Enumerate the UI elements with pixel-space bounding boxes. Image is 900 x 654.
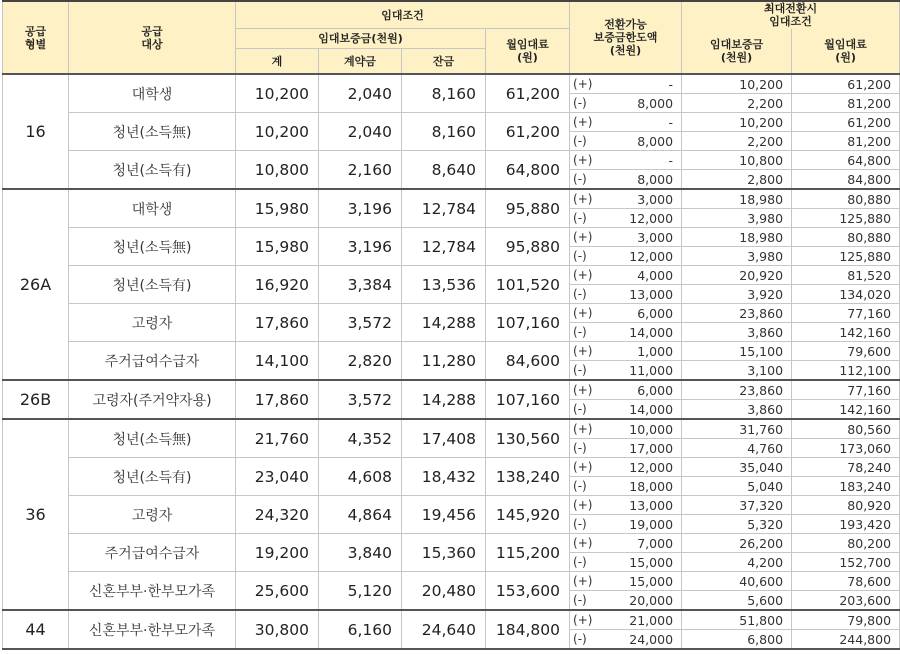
contract-fee-cell: 3,840 [319, 534, 402, 572]
max-deposit-plus: 40,600 [682, 572, 792, 591]
max-deposit-plus: 23,860 [682, 304, 792, 323]
balance-cell: 18,432 [402, 458, 486, 496]
table-row [3, 380, 900, 400]
max-deposit-plus: 10,200 [682, 113, 792, 132]
table-row [3, 304, 900, 323]
conversion-sign-plus: (+) [570, 572, 606, 591]
balance-cell: 12,784 [402, 228, 486, 266]
conversion-sign-plus: (+) [570, 496, 606, 515]
max-deposit-plus: 20,920 [682, 266, 792, 285]
max-rent-minus: 125,880 [792, 209, 900, 228]
max-rent-plus: 77,160 [792, 380, 900, 400]
max-rent-plus: 80,920 [792, 496, 900, 515]
max-deposit-plus: 10,200 [682, 74, 792, 94]
header-max-conversion-text: 최대전환시 임대조건 [763, 2, 818, 29]
conversion-limit-plus: 1,000 [606, 342, 682, 361]
conversion-sign-minus: (-) [570, 285, 606, 304]
table-row [3, 113, 900, 132]
supply-target-cell: 청년(소득有) [69, 458, 236, 496]
max-deposit-minus: 3,100 [682, 361, 792, 381]
max-deposit-plus: 35,040 [682, 458, 792, 477]
header-supply-target [69, 1, 236, 74]
deposit-total-cell: 10,800 [236, 151, 319, 190]
conversion-limit-plus: - [606, 113, 682, 132]
conversion-limit-plus: 3,000 [606, 189, 682, 209]
deposit-total-cell: 17,860 [236, 304, 319, 342]
conversion-sign-minus: (-) [570, 247, 606, 266]
conversion-sign-minus: (-) [570, 361, 606, 381]
max-rent-minus: 142,160 [792, 400, 900, 420]
header-monthly-rent [486, 29, 570, 75]
supply-target-cell: 청년(소득有) [69, 151, 236, 190]
header-max-deposit [682, 29, 792, 75]
monthly-rent-cell: 107,160 [486, 380, 570, 419]
supply-type-cell: 36 [3, 419, 69, 610]
contract-fee-cell: 3,572 [319, 380, 402, 419]
max-rent-plus: 80,200 [792, 534, 900, 553]
conversion-sign-minus: (-) [570, 323, 606, 342]
max-rent-minus: 84,800 [792, 170, 900, 190]
max-deposit-minus: 4,200 [682, 553, 792, 572]
max-rent-minus: 134,020 [792, 285, 900, 304]
deposit-total-cell: 30,800 [236, 610, 319, 649]
conversion-limit-minus: 15,000 [606, 553, 682, 572]
max-deposit-plus: 10,800 [682, 151, 792, 170]
conversion-limit-minus: 8,000 [606, 94, 682, 113]
table-row [3, 572, 900, 591]
table-row [3, 610, 900, 630]
conversion-limit-plus: 15,000 [606, 572, 682, 591]
header-max-deposit-text: 임대보증금 (천원) [709, 37, 764, 64]
table-body [3, 74, 900, 649]
monthly-rent-cell: 61,200 [486, 74, 570, 113]
max-deposit-minus: 5,040 [682, 477, 792, 496]
monthly-rent-cell: 84,600 [486, 342, 570, 381]
max-deposit-plus: 37,320 [682, 496, 792, 515]
conversion-sign-plus: (+) [570, 534, 606, 553]
max-rent-minus: 152,700 [792, 553, 900, 572]
conversion-limit-minus: 24,000 [606, 630, 682, 650]
contract-fee-cell: 4,864 [319, 496, 402, 534]
conversion-sign-minus: (-) [570, 170, 606, 190]
contract-fee-cell: 3,196 [319, 228, 402, 266]
conversion-limit-plus: 4,000 [606, 266, 682, 285]
deposit-total-cell: 21,760 [236, 419, 319, 458]
conversion-sign-plus: (+) [570, 266, 606, 285]
conversion-limit-minus: 14,000 [606, 400, 682, 420]
max-deposit-minus: 3,980 [682, 247, 792, 266]
monthly-rent-cell: 64,800 [486, 151, 570, 190]
balance-cell: 24,640 [402, 610, 486, 649]
conversion-limit-plus: 10,000 [606, 419, 682, 439]
monthly-rent-cell: 184,800 [486, 610, 570, 649]
conversion-limit-minus: 17,000 [606, 439, 682, 458]
conversion-sign-plus: (+) [570, 380, 606, 400]
supply-target-cell: 대학생 [69, 74, 236, 113]
monthly-rent-cell: 95,880 [486, 228, 570, 266]
header-max-rent-text: 월임대료 (원) [824, 37, 867, 64]
conversion-sign-minus: (-) [570, 94, 606, 113]
deposit-total-cell: 25,600 [236, 572, 319, 611]
conversion-limit-plus: 21,000 [606, 610, 682, 630]
supply-target-cell: 대학생 [69, 189, 236, 228]
contract-fee-cell: 3,384 [319, 266, 402, 304]
monthly-rent-cell: 107,160 [486, 304, 570, 342]
table-row [3, 458, 900, 477]
max-rent-plus: 77,160 [792, 304, 900, 323]
deposit-total-cell: 14,100 [236, 342, 319, 381]
conversion-sign-plus: (+) [570, 113, 606, 132]
monthly-rent-cell: 145,920 [486, 496, 570, 534]
max-deposit-minus: 3,860 [682, 323, 792, 342]
max-rent-plus: 80,560 [792, 419, 900, 439]
monthly-rent-cell: 115,200 [486, 534, 570, 572]
supply-type-cell: 44 [3, 610, 69, 649]
max-deposit-minus: 4,760 [682, 439, 792, 458]
max-rent-minus: 142,160 [792, 323, 900, 342]
max-rent-minus: 81,200 [792, 132, 900, 151]
contract-fee-cell: 2,820 [319, 342, 402, 381]
max-deposit-plus: 18,980 [682, 189, 792, 209]
max-deposit-plus: 18,980 [682, 228, 792, 247]
max-rent-plus: 81,520 [792, 266, 900, 285]
header-max-conversion [682, 1, 900, 29]
conversion-sign-minus: (-) [570, 400, 606, 420]
supply-target-cell: 청년(소득無) [69, 113, 236, 151]
table-row [3, 342, 900, 361]
contract-fee-cell: 2,160 [319, 151, 402, 190]
conversion-limit-plus: - [606, 74, 682, 94]
conversion-limit-plus: 7,000 [606, 534, 682, 553]
header-conversion-limit-text: 전환가능 보증금한도액 (천원) [593, 18, 658, 57]
conversion-limit-minus: 12,000 [606, 247, 682, 266]
max-rent-minus: 183,240 [792, 477, 900, 496]
contract-fee-cell: 2,040 [319, 113, 402, 151]
conversion-sign-plus: (+) [570, 610, 606, 630]
max-deposit-minus: 5,600 [682, 591, 792, 611]
deposit-total-cell: 10,200 [236, 74, 319, 113]
max-deposit-minus: 2,200 [682, 94, 792, 113]
contract-fee-cell: 4,608 [319, 458, 402, 496]
contract-fee-cell: 5,120 [319, 572, 402, 611]
contract-fee-cell: 6,160 [319, 610, 402, 649]
conversion-limit-minus: 18,000 [606, 477, 682, 496]
conversion-limit-minus: 14,000 [606, 323, 682, 342]
conversion-limit-minus: 19,000 [606, 515, 682, 534]
conversion-limit-minus: 8,000 [606, 170, 682, 190]
supply-target-cell: 고령자 [69, 304, 236, 342]
monthly-rent-cell: 153,600 [486, 572, 570, 611]
balance-cell: 13,536 [402, 266, 486, 304]
header-contract-fee: 계약금 [319, 49, 402, 75]
conversion-limit-minus: 13,000 [606, 285, 682, 304]
table-row [3, 228, 900, 247]
max-rent-minus: 244,800 [792, 630, 900, 650]
table-row [3, 266, 900, 285]
max-rent-plus: 78,240 [792, 458, 900, 477]
max-rent-minus: 193,420 [792, 515, 900, 534]
contract-fee-cell: 4,352 [319, 419, 402, 458]
table-row [3, 74, 900, 94]
balance-cell: 17,408 [402, 419, 486, 458]
conversion-sign-minus: (-) [570, 591, 606, 611]
deposit-total-cell: 10,200 [236, 113, 319, 151]
max-deposit-minus: 3,980 [682, 209, 792, 228]
max-deposit-plus: 31,760 [682, 419, 792, 439]
header-supply-type-text: 공급 형별 [24, 24, 47, 51]
max-rent-minus: 112,100 [792, 361, 900, 381]
balance-cell: 8,640 [402, 151, 486, 190]
conversion-sign-minus: (-) [570, 630, 606, 650]
balance-cell: 15,360 [402, 534, 486, 572]
header-supply-target-text: 공급 대상 [141, 24, 163, 51]
max-rent-plus: 80,880 [792, 189, 900, 209]
header-deposit: 임대보증금(천원) [236, 29, 486, 49]
max-rent-plus: 64,800 [792, 151, 900, 170]
supply-target-cell: 청년(소득有) [69, 266, 236, 304]
deposit-total-cell: 19,200 [236, 534, 319, 572]
conversion-limit-plus: 6,000 [606, 304, 682, 323]
table-row [3, 189, 900, 209]
supply-type-cell: 16 [3, 74, 69, 189]
balance-cell: 14,288 [402, 380, 486, 419]
max-rent-plus: 61,200 [792, 74, 900, 94]
conversion-sign-minus: (-) [570, 132, 606, 151]
header-balance: 잔금 [402, 49, 486, 75]
balance-cell: 8,160 [402, 74, 486, 113]
deposit-total-cell: 24,320 [236, 496, 319, 534]
max-deposit-plus: 15,100 [682, 342, 792, 361]
max-deposit-minus: 2,800 [682, 170, 792, 190]
max-deposit-minus: 3,860 [682, 400, 792, 420]
deposit-total-cell: 16,920 [236, 266, 319, 304]
conversion-sign-plus: (+) [570, 74, 606, 94]
table-row [3, 534, 900, 553]
supply-target-cell: 신혼부부·한부모가족 [69, 572, 236, 611]
contract-fee-cell: 3,572 [319, 304, 402, 342]
header-conversion-limit [570, 1, 682, 74]
monthly-rent-cell: 61,200 [486, 113, 570, 151]
deposit-total-cell: 17,860 [236, 380, 319, 419]
max-rent-minus: 81,200 [792, 94, 900, 113]
conversion-sign-plus: (+) [570, 419, 606, 439]
contract-fee-cell: 3,196 [319, 189, 402, 228]
header-supply-type [3, 1, 69, 74]
monthly-rent-cell: 130,560 [486, 419, 570, 458]
supply-target-cell: 주거급여수급자 [69, 342, 236, 381]
header-max-rent [792, 29, 900, 75]
monthly-rent-cell: 138,240 [486, 458, 570, 496]
max-deposit-plus: 23,860 [682, 380, 792, 400]
conversion-limit-minus: 8,000 [606, 132, 682, 151]
conversion-limit-minus: 20,000 [606, 591, 682, 611]
conversion-sign-plus: (+) [570, 151, 606, 170]
monthly-rent-cell: 95,880 [486, 189, 570, 228]
deposit-total-cell: 15,980 [236, 228, 319, 266]
conversion-sign-minus: (-) [570, 477, 606, 496]
conversion-limit-plus: - [606, 151, 682, 170]
conversion-limit-minus: 12,000 [606, 209, 682, 228]
conversion-sign-plus: (+) [570, 458, 606, 477]
balance-cell: 12,784 [402, 189, 486, 228]
conversion-sign-plus: (+) [570, 304, 606, 323]
max-deposit-minus: 5,320 [682, 515, 792, 534]
conversion-limit-plus: 12,000 [606, 458, 682, 477]
monthly-rent-cell: 101,520 [486, 266, 570, 304]
table-row [3, 419, 900, 439]
max-rent-plus: 78,600 [792, 572, 900, 591]
conversion-sign-minus: (-) [570, 209, 606, 228]
supply-target-cell: 청년(소득無) [69, 228, 236, 266]
conversion-limit-plus: 6,000 [606, 380, 682, 400]
supply-target-cell: 고령자 [69, 496, 236, 534]
contract-fee-cell: 2,040 [319, 74, 402, 113]
conversion-limit-plus: 13,000 [606, 496, 682, 515]
max-rent-plus: 61,200 [792, 113, 900, 132]
max-deposit-plus: 51,800 [682, 610, 792, 630]
max-rent-plus: 79,800 [792, 610, 900, 630]
lease-conditions-table [2, 0, 900, 650]
max-deposit-plus: 26,200 [682, 534, 792, 553]
conversion-limit-plus: 3,000 [606, 228, 682, 247]
conversion-sign-plus: (+) [570, 342, 606, 361]
max-rent-plus: 80,880 [792, 228, 900, 247]
max-deposit-minus: 2,200 [682, 132, 792, 151]
max-deposit-minus: 6,800 [682, 630, 792, 650]
max-rent-minus: 203,600 [792, 591, 900, 611]
conversion-sign-plus: (+) [570, 228, 606, 247]
balance-cell: 20,480 [402, 572, 486, 611]
header-total: 계 [236, 49, 319, 75]
conversion-sign-plus: (+) [570, 189, 606, 209]
table-row [3, 151, 900, 170]
deposit-total-cell: 15,980 [236, 189, 319, 228]
conversion-sign-minus: (-) [570, 553, 606, 572]
conversion-sign-minus: (-) [570, 515, 606, 534]
supply-type-cell: 26B [3, 380, 69, 419]
max-deposit-minus: 3,920 [682, 285, 792, 304]
max-rent-minus: 173,060 [792, 439, 900, 458]
table-header [3, 1, 900, 74]
balance-cell: 11,280 [402, 342, 486, 381]
max-rent-minus: 125,880 [792, 247, 900, 266]
deposit-total-cell: 23,040 [236, 458, 319, 496]
balance-cell: 14,288 [402, 304, 486, 342]
max-rent-plus: 79,600 [792, 342, 900, 361]
supply-type-cell: 26A [3, 189, 69, 380]
supply-target-cell: 주거급여수급자 [69, 534, 236, 572]
balance-cell: 8,160 [402, 113, 486, 151]
supply-target-cell: 신혼부부·한부모가족 [69, 610, 236, 649]
supply-target-cell: 고령자(주거약자용) [69, 380, 236, 419]
header-monthly-rent-text: 월임대료 (원) [506, 38, 549, 64]
balance-cell: 19,456 [402, 496, 486, 534]
table-row [3, 496, 900, 515]
conversion-sign-minus: (-) [570, 439, 606, 458]
supply-target-cell: 청년(소득無) [69, 419, 236, 458]
conversion-limit-minus: 11,000 [606, 361, 682, 381]
header-lease-conditions: 임대조건 [236, 1, 570, 29]
